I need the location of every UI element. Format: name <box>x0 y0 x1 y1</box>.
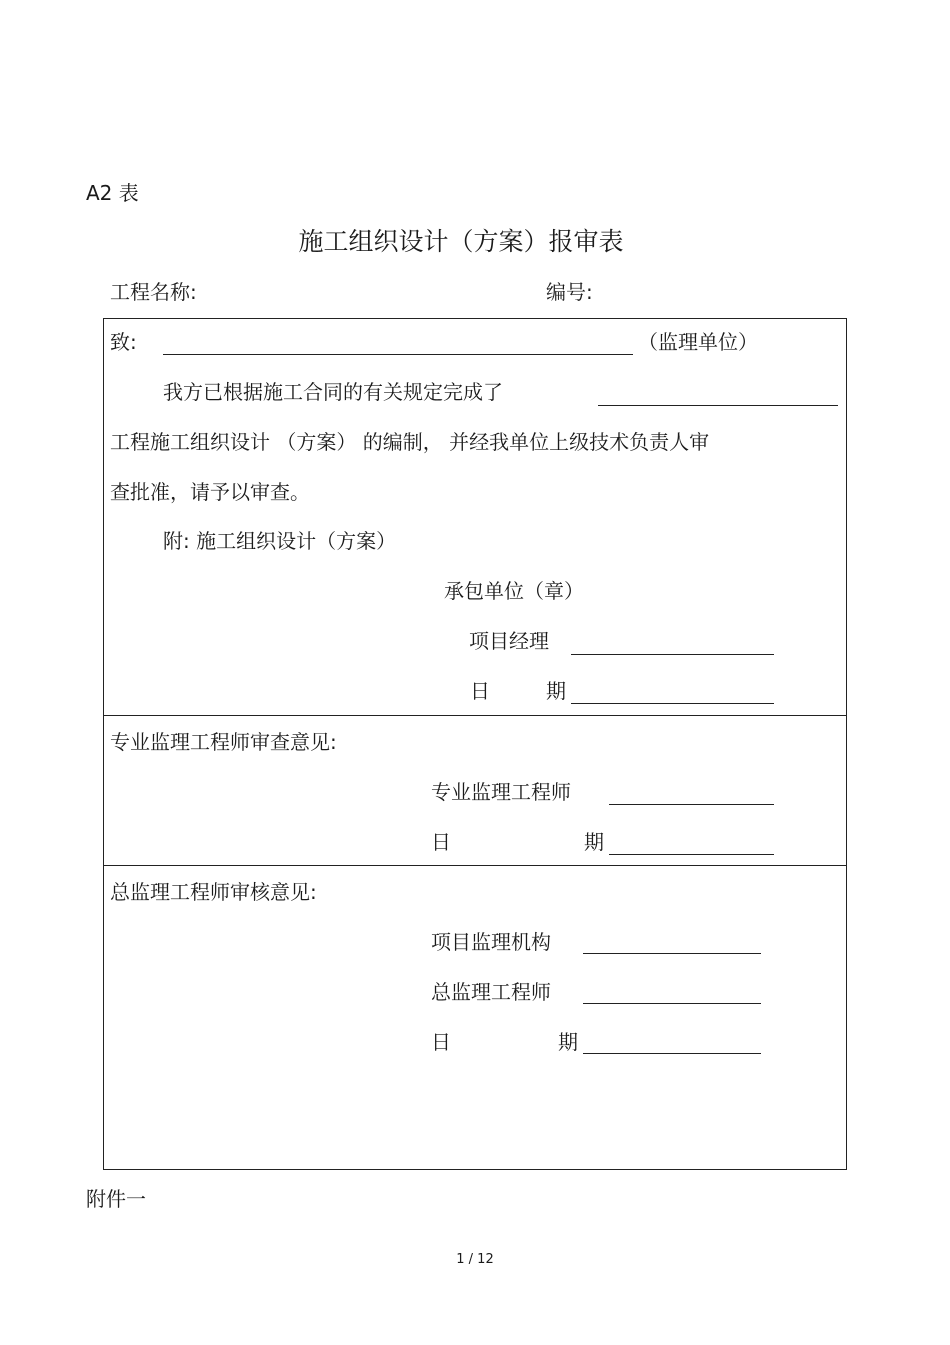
date-period-label: 期 <box>546 679 566 703</box>
project-manager-label: 项目经理 <box>469 629 549 653</box>
project-manager-field[interactable] <box>571 654 774 655</box>
paragraph-line-3: 查批准，请予以审查。 <box>110 480 310 504</box>
date-field[interactable] <box>571 703 774 704</box>
page-number: 1 / 12 <box>456 1252 494 1267</box>
project-name-label: 工程名称: <box>110 280 197 304</box>
date-field[interactable] <box>609 854 774 855</box>
date-period-label: 期 <box>584 830 604 854</box>
contractor-seal-label: 承包单位（章） <box>444 579 584 603</box>
attachment-label: 附件一 <box>86 1187 146 1211</box>
date-day-label: 日 <box>470 679 490 703</box>
form-label: A2 表 <box>86 181 139 205</box>
agency-field[interactable] <box>583 953 761 954</box>
section-divider <box>103 865 847 866</box>
agency-label: 项目监理机构 <box>431 930 551 954</box>
chief-review-heading: 总监理工程师审核意见: <box>110 880 317 904</box>
date-day-label: 日 <box>431 830 451 854</box>
paragraph-line-2: 工程施工组织设计 （方案） 的编制， 并经我单位上级技术负责人审 <box>110 430 710 454</box>
paragraph-line-1: 我方已根据施工合同的有关规定完成了 <box>163 380 503 404</box>
to-label: 致: <box>110 330 137 354</box>
date-day-label: 日 <box>431 1030 451 1054</box>
page-title: 施工组织设计（方案）报审表 <box>298 227 624 256</box>
chief-engineer-label: 总监理工程师 <box>431 980 551 1004</box>
attachment-line: 附: 施工组织设计（方案） <box>163 529 397 553</box>
date-period-label: 期 <box>558 1030 578 1054</box>
chief-engineer-field[interactable] <box>583 1003 761 1004</box>
engineer-label: 专业监理工程师 <box>431 780 571 804</box>
number-label: 编号: <box>546 280 593 304</box>
project-name-field[interactable] <box>598 405 838 406</box>
section-divider <box>103 715 847 716</box>
supervisor-unit-field[interactable] <box>163 354 633 355</box>
date-field[interactable] <box>583 1053 761 1054</box>
supervisor-unit-label: （监理单位） <box>638 330 758 354</box>
engineer-review-heading: 专业监理工程师审查意见: <box>110 730 337 754</box>
engineer-field[interactable] <box>609 804 774 805</box>
